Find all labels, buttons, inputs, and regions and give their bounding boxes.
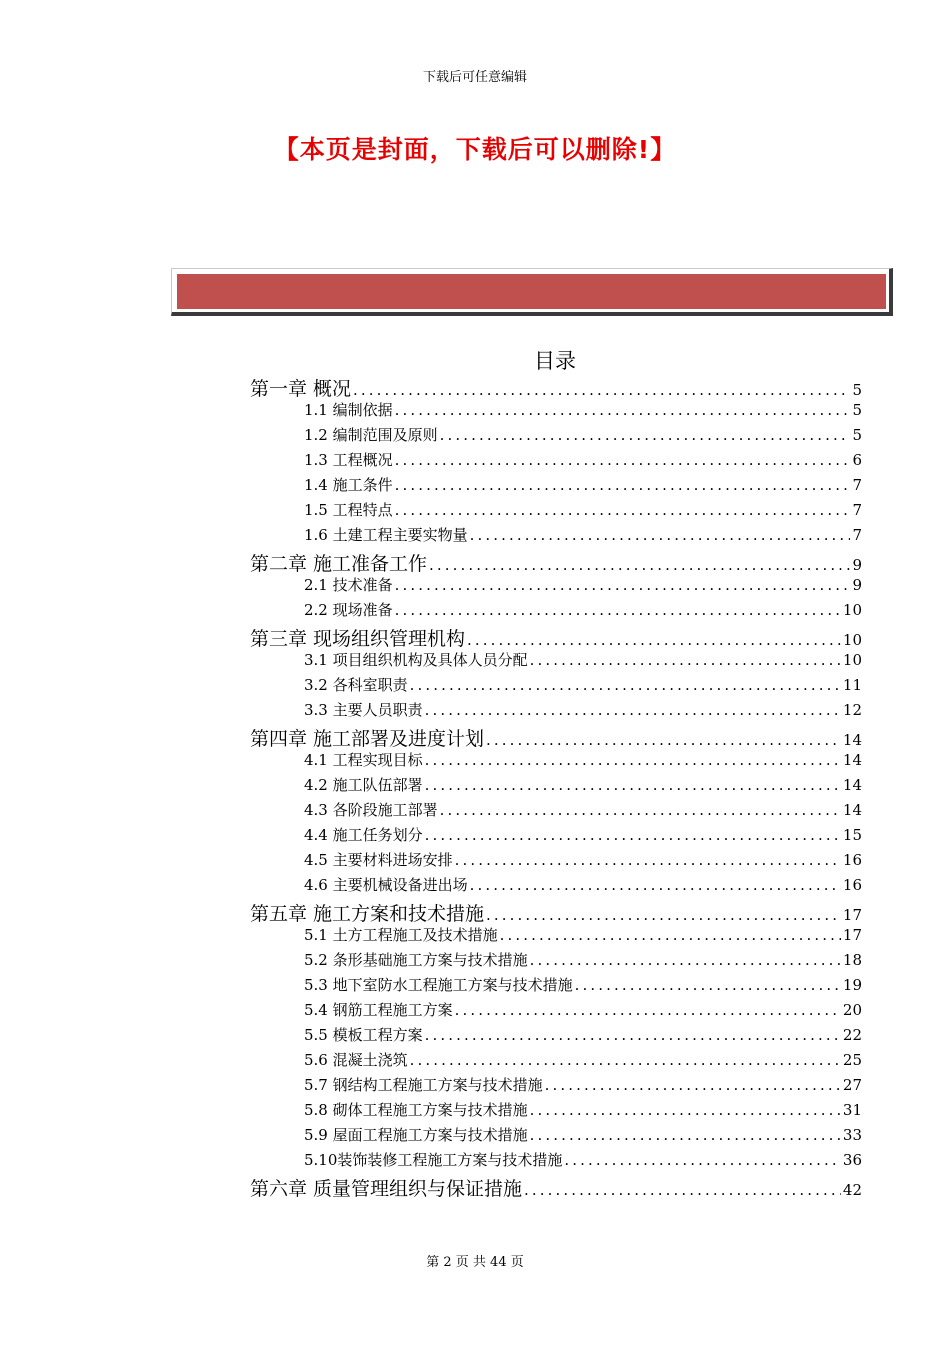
page-footer: 第 2 页 共 44 页	[426, 1255, 524, 1270]
toc-section-entry[interactable]	[250, 574, 862, 599]
toc-entry-label: 第四章 施工部署及进度计划	[250, 728, 485, 749]
toc-dot-leader	[528, 1126, 841, 1144]
toc-entry-label: 4.2 施工队伍部署	[304, 776, 423, 794]
toc-section-entry[interactable]	[250, 924, 862, 949]
toc-dot-leader	[522, 1181, 841, 1199]
toc-dot-leader	[438, 426, 851, 444]
toc-page-number: 15	[842, 826, 862, 844]
toc-entry-label: 1.2 编制范围及原则	[304, 426, 438, 444]
toc-entry-label: 4.3 各阶段施工部署	[304, 801, 438, 819]
toc-dot-leader	[453, 851, 841, 869]
toc-entry-label: 2.2 现场准备	[304, 601, 393, 619]
toc-entry-label: 第三章 现场组织管理机构	[250, 628, 466, 649]
toc-section-entry[interactable]	[250, 399, 862, 424]
toc-dot-leader	[423, 751, 841, 769]
toc-dot-leader	[393, 451, 851, 469]
toc-page-number: 5	[852, 381, 862, 399]
toc-section-entry[interactable]	[250, 649, 862, 674]
toc-dot-leader	[427, 556, 850, 574]
toc-entry-label: 4.4 施工任务划分	[304, 826, 423, 844]
toc-entry-label: 1.5 工程特点	[304, 501, 393, 519]
toc-page-number: 5	[852, 426, 862, 444]
toc-chapter-entry[interactable]	[250, 624, 862, 649]
toc-page-number: 20	[842, 1001, 862, 1019]
toc-section-entry[interactable]	[250, 449, 862, 474]
toc-section-entry[interactable]	[250, 824, 862, 849]
toc-page-number: 17	[842, 906, 862, 924]
toc-dot-leader	[393, 576, 851, 594]
toc-page-number: 10	[842, 631, 862, 649]
header-note: 下载后可任意编辑	[422, 70, 527, 85]
toc-dot-leader	[438, 801, 841, 819]
toc-chapter-entry[interactable]	[250, 549, 862, 574]
toc-entry-label: 3.2 各科室职责	[304, 676, 408, 694]
toc-entry-label: 5.2 条形基础施工方案与技术措施	[304, 951, 528, 969]
title-banner	[171, 268, 893, 316]
toc-page-number: 25	[842, 1051, 862, 1069]
toc-dot-leader	[393, 601, 841, 619]
toc-page-number: 10	[842, 601, 862, 619]
toc-entry-label: 4.1 工程实现目标	[304, 751, 423, 769]
toc-page-number: 11	[842, 676, 862, 694]
toc-entry-label: 1.4 施工条件	[304, 476, 393, 494]
toc-page-number: 33	[842, 1126, 862, 1144]
toc-section-entry[interactable]	[250, 674, 862, 699]
toc-page-number: 42	[842, 1181, 862, 1199]
toc-page-number: 5	[852, 401, 862, 419]
toc-entry-label: 1.1 编制依据	[304, 401, 393, 419]
toc-page-number: 16	[842, 876, 862, 894]
toc-entry-label: 5.5 模板工程方案	[304, 1026, 423, 1044]
toc-page-number: 9	[852, 576, 862, 594]
toc-entry-label: 4.5 主要材料进场安排	[304, 851, 453, 869]
toc-section-entry[interactable]	[250, 849, 862, 874]
toc-entry-label: 1.6 土建工程主要实物量	[304, 526, 468, 544]
toc-entry-label: 4.6 主要机械设备进出场	[304, 876, 468, 894]
toc-section-entry[interactable]	[250, 774, 862, 799]
toc-page-number: 14	[842, 801, 862, 819]
toc-entry-label: 第五章 施工方案和技术措施	[250, 903, 485, 924]
toc-dot-leader	[562, 1151, 841, 1169]
toc-dot-leader	[528, 1101, 841, 1119]
toc-entry-label: 3.1 项目组织机构及具体人员分配	[304, 651, 528, 669]
toc-page-number: 9	[852, 556, 862, 574]
toc-dot-leader	[423, 1026, 841, 1044]
toc-dot-leader	[423, 826, 841, 844]
toc-section-entry[interactable]	[250, 1049, 862, 1074]
toc-dot-leader	[543, 1076, 841, 1094]
toc-page-number: 36	[842, 1151, 862, 1169]
toc-dot-leader	[393, 401, 851, 419]
toc-dot-leader	[573, 976, 841, 994]
toc-entry-label: 第六章 质量管理组织与保证措施	[250, 1178, 523, 1199]
toc-section-entry[interactable]	[250, 1099, 862, 1124]
toc-section-entry[interactable]	[250, 1074, 862, 1099]
toc-page-number: 7	[852, 476, 862, 494]
toc-page-number: 7	[852, 526, 862, 544]
toc-page-number: 10	[842, 651, 862, 669]
toc-title: 目录	[534, 349, 576, 373]
toc-page-number: 14	[842, 731, 862, 749]
toc-dot-leader	[484, 906, 841, 924]
toc-dot-leader	[498, 926, 841, 944]
toc-page-number: 27	[842, 1076, 862, 1094]
toc-dot-leader	[453, 1001, 841, 1019]
toc-dot-leader	[528, 651, 841, 669]
toc-entry-label: 5.3 地下室防水工程施工方案与技术措施	[304, 976, 573, 994]
toc-dot-leader	[408, 676, 841, 694]
cover-notice: 【本页是封面，下载后可以删除!】	[273, 135, 677, 164]
title-banner-bar	[177, 274, 886, 309]
toc-section-entry[interactable]	[250, 799, 862, 824]
toc-entry-label: 5.7 钢结构工程施工方案与技术措施	[304, 1076, 543, 1094]
toc-entry-label: 5.8 砌体工程施工方案与技术措施	[304, 1101, 528, 1119]
toc-page-number: 12	[842, 701, 862, 719]
toc-dot-leader	[351, 381, 850, 399]
table-of-contents	[250, 374, 862, 1199]
toc-entry-label: 5.6 混凝土浇筑	[304, 1051, 408, 1069]
toc-chapter-entry[interactable]	[250, 1174, 862, 1199]
toc-page-number: 14	[842, 751, 862, 769]
toc-page-number: 19	[842, 976, 862, 994]
toc-page-number: 31	[842, 1101, 862, 1119]
toc-section-entry[interactable]	[250, 499, 862, 524]
toc-section-entry[interactable]	[250, 474, 862, 499]
toc-chapter-entry[interactable]	[250, 374, 862, 399]
toc-dot-leader	[484, 731, 841, 749]
toc-dot-leader	[423, 776, 841, 794]
toc-page-number: 14	[842, 776, 862, 794]
toc-dot-leader	[393, 501, 851, 519]
toc-entry-label: 3.3 主要人员职责	[304, 701, 423, 719]
toc-page-number: 16	[842, 851, 862, 869]
toc-dot-leader	[465, 631, 841, 649]
toc-dot-leader	[408, 1051, 841, 1069]
toc-entry-label: 第二章 施工准备工作	[250, 553, 428, 574]
toc-page-number: 7	[852, 501, 862, 519]
toc-entry-label: 2.1 技术准备	[304, 576, 393, 594]
toc-section-entry[interactable]	[250, 874, 862, 899]
toc-section-entry[interactable]	[250, 524, 862, 549]
toc-chapter-entry[interactable]	[250, 899, 862, 924]
toc-section-entry[interactable]	[250, 699, 862, 724]
toc-entry-label: 第一章 概况	[250, 378, 352, 399]
toc-section-entry[interactable]	[250, 949, 862, 974]
toc-page-number: 6	[852, 451, 862, 469]
toc-entry-label: 5.9 屋面工程施工方案与技术措施	[304, 1126, 528, 1144]
toc-chapter-entry[interactable]	[250, 724, 862, 749]
toc-entry-label: 1.3 工程概况	[304, 451, 393, 469]
toc-page-number: 18	[842, 951, 862, 969]
toc-section-entry[interactable]	[250, 749, 862, 774]
toc-dot-leader	[423, 701, 841, 719]
toc-section-entry[interactable]	[250, 599, 862, 624]
toc-dot-leader	[468, 876, 841, 894]
toc-section-entry[interactable]	[250, 1024, 862, 1049]
toc-section-entry[interactable]	[250, 999, 862, 1024]
toc-section-entry[interactable]	[250, 424, 862, 449]
toc-dot-leader	[393, 476, 851, 494]
toc-entry-label: 5.1 土方工程施工及技术措施	[304, 926, 498, 944]
toc-section-entry[interactable]	[250, 974, 862, 999]
toc-section-entry[interactable]	[250, 1124, 862, 1149]
toc-entry-label: 5.4 钢筋工程施工方案	[304, 1001, 453, 1019]
toc-dot-leader	[468, 526, 851, 544]
toc-dot-leader	[528, 951, 841, 969]
toc-entry-label: 5.10装饰装修工程施工方案与技术措施	[304, 1151, 563, 1169]
toc-section-entry[interactable]	[250, 1149, 862, 1174]
toc-page-number: 17	[842, 926, 862, 944]
toc-page-number: 22	[842, 1026, 862, 1044]
